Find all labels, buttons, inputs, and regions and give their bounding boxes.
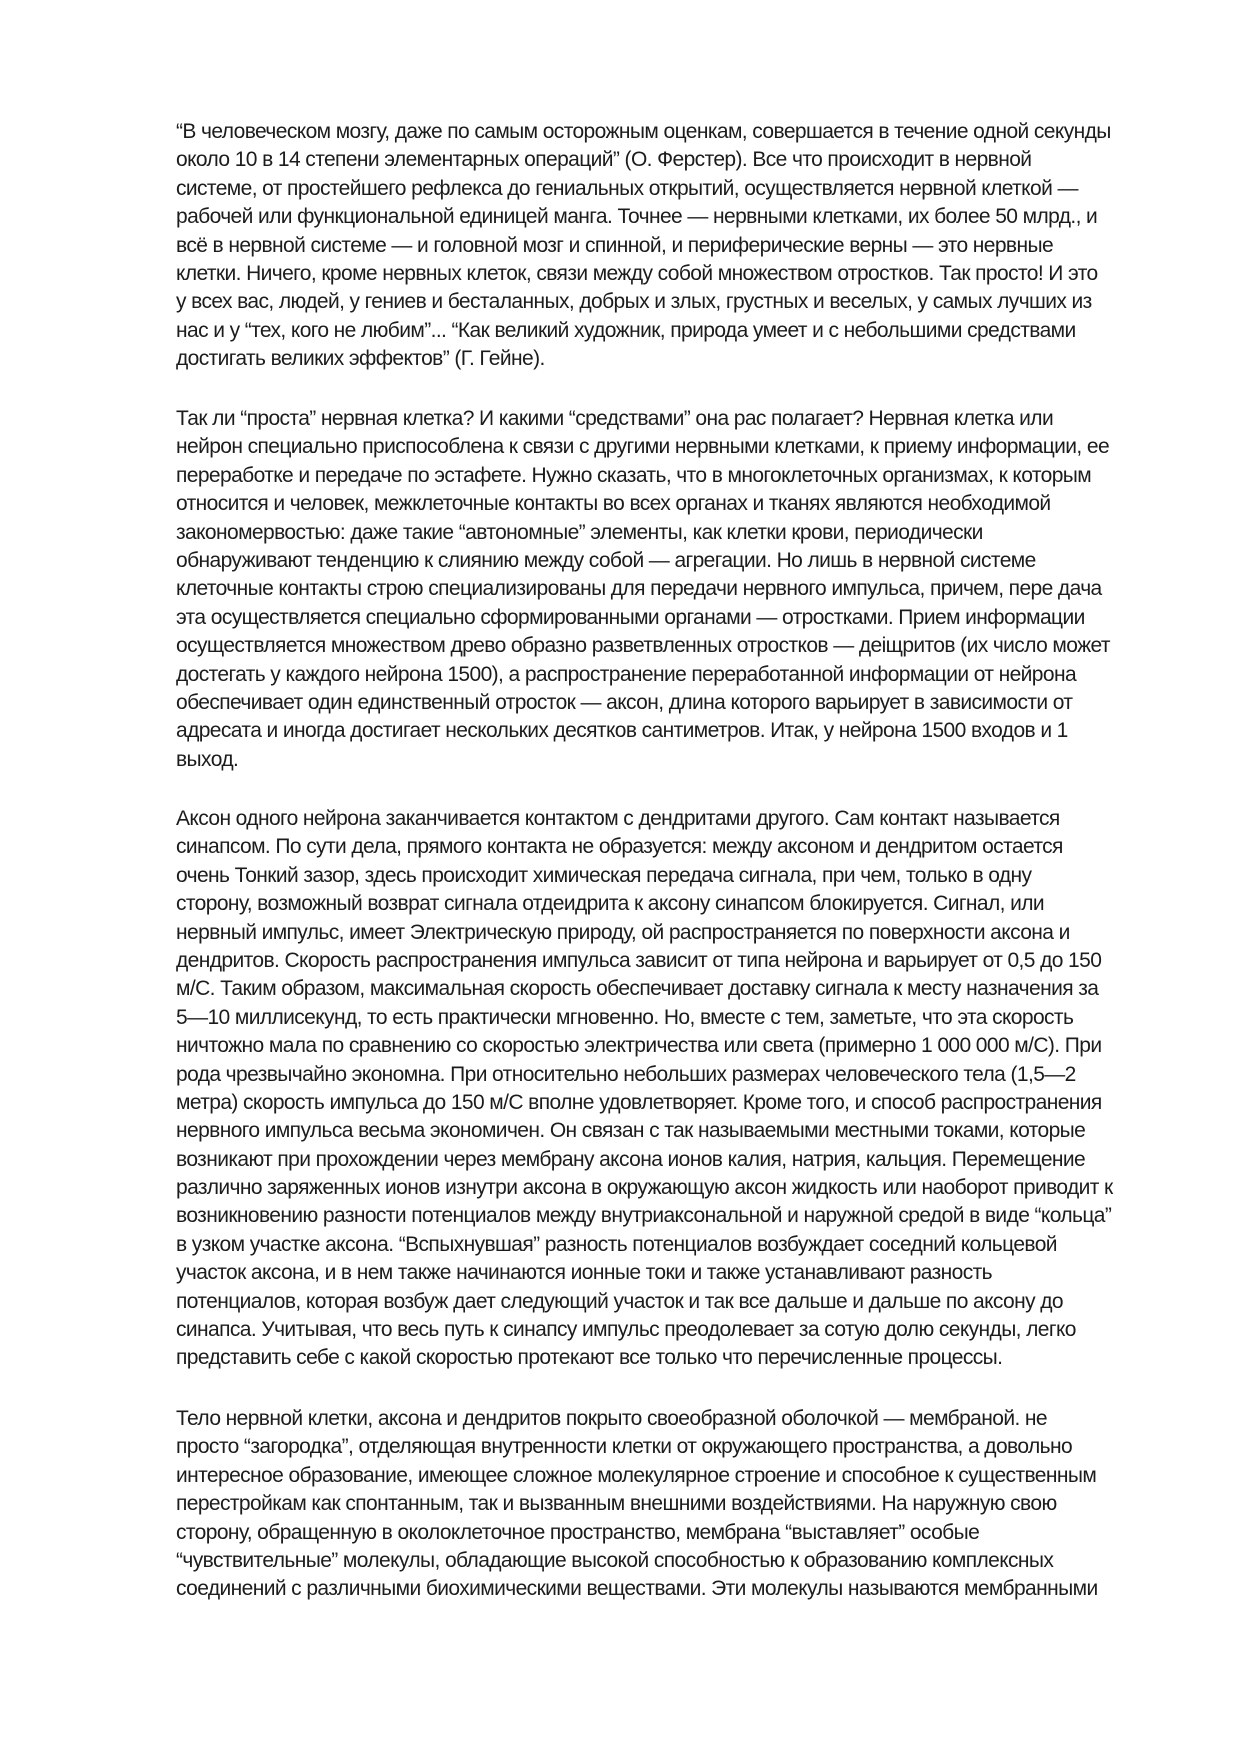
text-line: достигать великих эффектов” (Г. Гейне).: [176, 347, 545, 371]
text-line: Так ли “проста” нервная клетка? И какими “средствами” она рас полагает? Нервная клетка или: [176, 407, 1054, 430]
text-line: соединений с различными биохимическими веществами. Эти молекулы называются мембранными: [176, 1577, 1098, 1601]
text-line: клетки. Ничего, кроме нервных клеток, связи между собой множеством отростков. Так просто! И это: [176, 261, 1098, 285]
text-line: дендритов. Скорость распространения импульса зависит от типа нейрона и варьирует от 0,5 до 150: [176, 948, 1102, 972]
text-line: м/С. Таким образом, максимальная скорость обеспечивает доставку сигнала к месту назначения за: [176, 977, 1099, 1001]
text-line: возникновению разности потенциалов между внутриаксональной и наружной средой в виде “кольца”: [176, 1204, 1112, 1228]
text-line: нервного импульса весьма экономичен. Он связан с так называемыми местными токами, которые: [176, 1119, 1086, 1143]
text-line: эта осуществляется специально сформированными органами — отростками. Прием информации: [176, 605, 1085, 629]
text-line: синапса. Учитывая, что весь путь к синапсу импульс преодолевает за сотую долю секунды, легко: [176, 1318, 1076, 1342]
text-line: перестройкам как спонтанным, так и вызванным внешними воздействиями. На наружную свою: [176, 1492, 1057, 1516]
paragraph-1: [176, 118, 1176, 374]
text-line: закономервостью: даже такие “автономные” элементы, как клетки крови, периодически: [176, 520, 983, 544]
text-line: системе, от простейшего рефлекса до гениальных открытий, осуществляется нервной клеткой —: [176, 176, 1078, 200]
text-line: обнаруживают тенденцию к слиянию между собой — агрегации. Но лишь в нервной системе: [176, 548, 1036, 572]
text-line: обеспечивает один единственный отросток — аксон, длина которого варьирует в зависимости от: [176, 690, 1073, 714]
text-line: представить себе с какой скоростью протекают все только что перечисленные процессы.: [176, 1346, 1003, 1370]
text-line: возникают при прохождении через мембрану аксона ионов калия, натрия, кальция. Перемещение: [176, 1147, 1086, 1171]
text-line: потенциалов, которая возбуж дает следующий участок и так все дальше и дальше по аксону до: [176, 1289, 1063, 1313]
text-line: относится и человек, межклеточные контакты во всех органах и тканях являются необходимой: [176, 492, 1051, 516]
text-line: “чувствительные” молекулы, обладающие высокой способностью к образованию комплексных: [176, 1548, 1054, 1572]
text-line: выход.: [176, 747, 239, 771]
text-line: различно заряженных ионов изнутри аксона в окружающую аксон жидкость или наоборот приводит к: [176, 1176, 1113, 1200]
text-line: нервный импульс, имеет Электрическую природу, ой распространяется по поверхности аксона и: [176, 920, 1070, 944]
text-line: рабочей или функциональной единицей манга. Точнее — нервными клетками, их более 50 млрд., и: [176, 205, 1098, 229]
text-line: участок аксона, и в нем также начинаются ионные токи и также устанавливают разность: [176, 1261, 993, 1285]
text-line: сторону, возможный возврат сигнала отдеидрита к аксону синапсом блокируется. Сигнал, или: [176, 892, 1045, 916]
text-line: просто “загородка”, отделяющая внутренности клетки от окружающего пространства, а довольно: [176, 1435, 1073, 1459]
paragraph-4: [176, 1405, 1176, 1604]
text-line: достегать у каждого нейрона 1500), а распространение переработанной информации от нейрона: [176, 662, 1077, 686]
text-line: 5—10 миллисекунд, то есть практически мгновенно. Но, вместе с тем, заметьте, что эта скорость: [176, 1005, 1074, 1029]
text-line: сторону, обращенную в околоклеточное пространство, мембрана “выставляет” особые: [176, 1520, 980, 1544]
text-line: всё в нервной системе — и головной мозг и спинной, и периферические верны — это нервные: [176, 233, 1054, 257]
text-line: нас и у “тех, кого не любим”... “Как великий художник, природа умеет и с небольшими средствами: [176, 318, 1076, 342]
text-line: осуществляется множеством древо образно разветвленных отростков — деiщритов (их число может: [176, 634, 1110, 658]
text-line: клеточные контакты строю специализированы для передачи нервного импульса, причем, пере дача: [176, 577, 1102, 601]
text-line: около 10 в 14 степени элементарных операций” (О. Ферстер). Все что происходит в нервной: [176, 148, 1032, 172]
text-line: Аксон одного нейрона заканчивается контактом с дендритами другого. Сам контакт называется: [176, 807, 1060, 830]
text-line: рода чрезвычайно экономна. При относительно небольших размерах человеческого тела (1,5—2: [176, 1062, 1076, 1086]
text-line: переработке и передаче по эстафете. Нужно сказать, что в многоклеточных организмах, к которым: [176, 463, 1092, 487]
text-line: адресата и иногда достигает нескольких десятков сантиметров. Итак, у нейрона 1500 входов и 1: [176, 719, 1068, 743]
text-line: Тело нервной клетки, аксона и дендритов покрыто своеобразной оболочкой — мембраной. не: [176, 1407, 1048, 1430]
text-line: очень Тонкий зазор, здесь происходит химическая передача сигнала, при чем, только в одну: [176, 863, 1032, 887]
text-line: нейрон специально приспособлена к связи с другими нервными клетками, к приему информации, ее: [176, 435, 1110, 459]
text-line: интересное образование, имеющее сложное молекулярное строение и способное к существенным: [176, 1463, 1097, 1487]
text-line: метра) скорость импульса до 150 м/С вполне удовлетворяет. Кроме того, и способ распространения: [176, 1090, 1102, 1114]
text-line: в узком участке аксона. “Вспыхнувшая” разность потенциалов возбуждает соседний кольцевой: [176, 1232, 1057, 1256]
text-line: “В человеческом мозгу, даже по самым осторожным оценкам, совершается в течение одной секунды: [176, 120, 1111, 143]
text-line: ничтожно мала по сравнению со скоростью электричества или света (примерно 1 000 000 м/С). При: [176, 1034, 1102, 1058]
paragraph-3: [176, 805, 1176, 1373]
paragraph-2: [176, 405, 1176, 774]
text-line: синапсом. По сути дела, прямого контакта не образуется: между аксоном и дендритом остается: [176, 835, 1063, 859]
text-line: у всех вас, людей, у гениев и бесталанных, добрых и злых, грустных и веселых, у самых лучших из: [176, 290, 1092, 314]
